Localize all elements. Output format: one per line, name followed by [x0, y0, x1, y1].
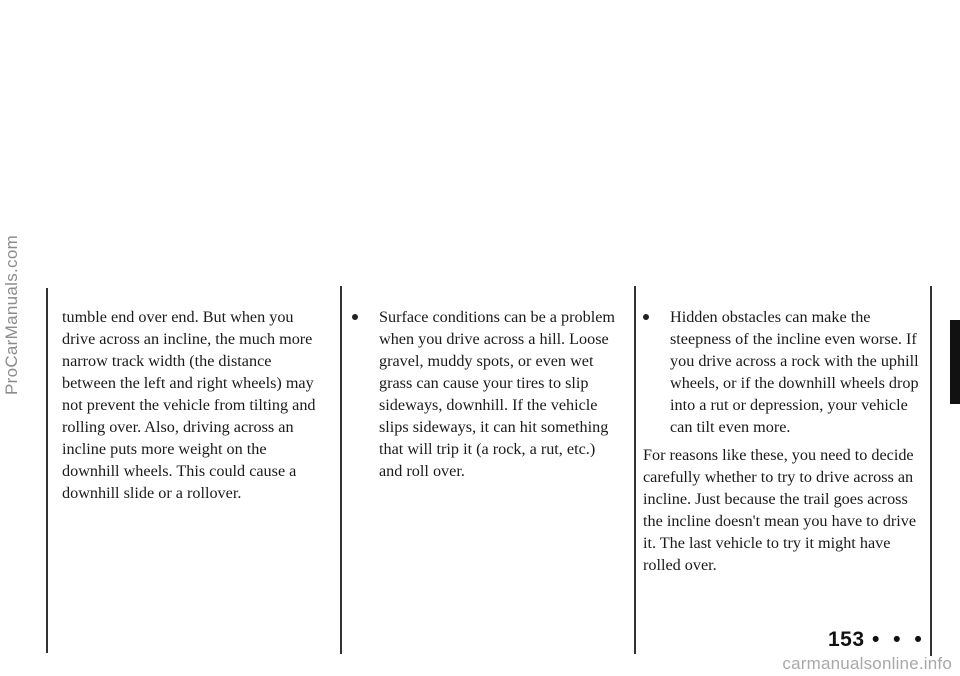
bullet-item [643, 306, 927, 438]
text-column-3 [643, 306, 927, 576]
bullet-icon [643, 314, 649, 320]
bullet-text: Surface conditions can be a problem when you drive across a hill. Loose gravel, muddy spots, or even wet grass can cause your tires to slip sideways, downhill. If the vehicle slips sideways, it can hit something that will trip it (a rock, a rut, etc.) and roll over. [379, 308, 615, 480]
section-edge-tab [950, 320, 960, 404]
bullet-text: Hidden obstacles can make the steepness of the incline even worse. If you drive across a rock with the uphill wheels, or if the downhill wheels drop into a rut or depression, your vehicle can tilt even more. [670, 308, 919, 436]
column-rule-right [930, 286, 932, 656]
bullet-icon [352, 314, 358, 320]
watermark-bottom: carmanualsonline.info [782, 654, 952, 673]
bullet-item [352, 306, 620, 482]
column-rule-middle-left [340, 286, 342, 654]
text-column-1 [62, 306, 324, 504]
page-dots: • • • [872, 628, 926, 651]
page-number: 153 [828, 628, 865, 651]
column-rule-left [46, 288, 48, 653]
watermark-side: ProCarManuals.com [2, 234, 21, 396]
body-paragraph: For reasons like these, you need to decide carefully whether to try to drive across an incline. Just because the trail goes across the incline doesn't mean you have to drive it. The last vehicle to try it might have rolled over. [643, 446, 917, 574]
column-rule-middle-right [634, 286, 636, 654]
text-column-2 [352, 306, 620, 482]
body-paragraph: tumble end over end. But when you drive across an incline, the much more narrow track width (the distance between the left and right wheels) may not prevent the vehicle from tilting and rolling over. Also, driving across an incline puts more weight on the downhill wheels. This could cause a downhill slide or a rollover. [62, 308, 316, 502]
